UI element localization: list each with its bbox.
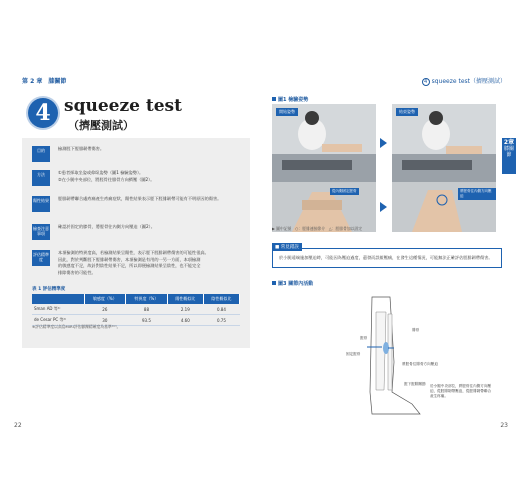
photo-method-1 (272, 182, 376, 232)
common-error-header-text: 常見錯誤 (280, 245, 299, 250)
tag-start: 開始姿勢 (276, 108, 298, 116)
photo-start-position (272, 104, 376, 182)
chapter-header: 第 2 章 膝關節 (22, 78, 67, 85)
label-positive: 陽性結果 (32, 196, 50, 212)
accuracy-table (32, 294, 240, 326)
label-joint: 脛下脛腓關節 (404, 382, 426, 386)
fig3-title-text: 圖3 關節內活動 (278, 281, 314, 287)
table-header: 陰性概似比 (203, 294, 239, 304)
fig2-caption: ▶ 圖中記號 ○：脛腓連接節介 △：脛腓骨加以固定 (272, 226, 363, 231)
callout-fix-tibia: 從內側固定脛骨 (332, 189, 357, 193)
label-press-tibia: 將脛骨往腓骨方向壓迫 (402, 362, 438, 366)
leg-diagram (342, 292, 442, 422)
running-head (422, 76, 506, 86)
row-purpose (32, 146, 242, 162)
table-header (32, 294, 84, 304)
table-cell: 0.84 (203, 304, 239, 315)
table-cell: 93.5 (126, 315, 168, 326)
text-notes: 確認於固定的膝骨，將脛骨往內側方向壓迫（圖2）。 (58, 224, 155, 229)
photo-method-2 (392, 182, 496, 232)
row-method (32, 170, 242, 186)
table-cell: Sman AD 等¹⁾ (32, 304, 84, 315)
label-purpose: 目的 (32, 146, 50, 162)
page-title: squeeze test (64, 96, 182, 116)
check-icon: ■ (275, 245, 280, 250)
fig3-note: 於小腿中央部位，將脛骨往內側方向壓迫，從脛腓韌帶壓迫，從脛腓韌帶聯合產生疼痛。 (430, 384, 492, 398)
arrow-icon (380, 202, 387, 212)
label-tibia: 脛骨 (360, 336, 368, 340)
table-header: 特異度（%） (126, 294, 168, 304)
table-header: 敏感度（%） (84, 294, 126, 304)
left-page (10, 0, 260, 500)
fig3-title (272, 280, 313, 287)
photo-end-position (392, 104, 496, 182)
fig1-title-text: 圖1 檢驗姿勢 (278, 97, 309, 103)
table-row (32, 304, 240, 315)
table-cell: 88 (126, 304, 168, 315)
page-number-right: 23 (500, 422, 508, 429)
table-cell: 30 (84, 315, 126, 326)
fig1-title (272, 96, 308, 103)
side-tab-text: 膝關節 (503, 146, 514, 158)
common-error-header (272, 243, 302, 251)
running-head-title: squeeze test（擠壓測試） (431, 78, 506, 85)
photo-method-1-image (272, 182, 376, 232)
label-notes: 檢查注意事項 (32, 224, 50, 240)
text-positive: 脛腓韌帶聯合處疼痛產生疼痛症狀，陽性結果表示脛下脛腓韌帶可能有不明原因的傷害。 (58, 196, 222, 201)
page-subtitle: （擠壓測試） (68, 119, 134, 132)
label-fix-tibia: 固定脛骨 (346, 352, 361, 356)
side-tab-number: 2章 (503, 139, 515, 146)
page-number-left: 22 (14, 422, 22, 429)
text-accuracy: 本項檢測的特異度高，若檢測結果呈陽性，表示脛下脛腓韌帶傷害的可能性很高。 因此，對於判斷脛下脛腓韌帶傷害，本項檢測是有用的一另一方面，本項檢測 的敏感度不足，故針對陰性結果不足，所以即便檢測結果呈陰性，也不能完全 排除傷害的可能性。 (58, 250, 209, 275)
label-fibula: 腓骨 (412, 328, 420, 332)
table-header: 陽性概似比 (167, 294, 203, 304)
label-accuracy: 評估精準度 (32, 250, 50, 266)
table-cell: 2.19 (167, 304, 203, 315)
callout-press-tibia: 將脛骨往內側方向壓迫 (458, 188, 496, 200)
test-number-badge: 4 (28, 98, 58, 128)
running-head-number: 4 (422, 78, 430, 86)
table-header-row (32, 294, 240, 304)
label-method: 方法 (32, 170, 50, 186)
table-footnote: ※評估精準度以高島MIRI評估腳踝精確度為基準¹⁾²⁾。 (32, 324, 121, 329)
text-purpose: 檢測脛下脛腓韌帶傷害。 (58, 146, 105, 151)
row-notes (32, 224, 242, 240)
common-error-box (272, 245, 502, 268)
table-cell: de Cesar PC 等²⁾ (32, 315, 84, 326)
row-accuracy (32, 250, 242, 276)
table-cell: 26 (84, 304, 126, 315)
text-method: ①患者採取坐姿或仰臥姿勢（圖1 檢驗姿勢）。 ②在小腿中央部位，將脛骨往腓骨方向擠壓（圖2）。 (58, 170, 155, 182)
arrow-icon (380, 138, 387, 148)
table-cell: 4.60 (167, 315, 203, 326)
table-title: 表 1 評估精準度 (32, 287, 66, 292)
right-page (262, 0, 515, 500)
row-positive (32, 196, 242, 212)
table-cell: 0.75 (203, 315, 239, 326)
common-error-text: 於小腿遠端施加壓迫時，可能因為壓迫過度，還發而誤報壓痛，在發生這種情況，可能無法正確評估脛腓韌帶傷害。 (279, 255, 493, 260)
chapter-side-tab (502, 138, 516, 174)
tag-end: 結束姿勢 (396, 108, 418, 116)
